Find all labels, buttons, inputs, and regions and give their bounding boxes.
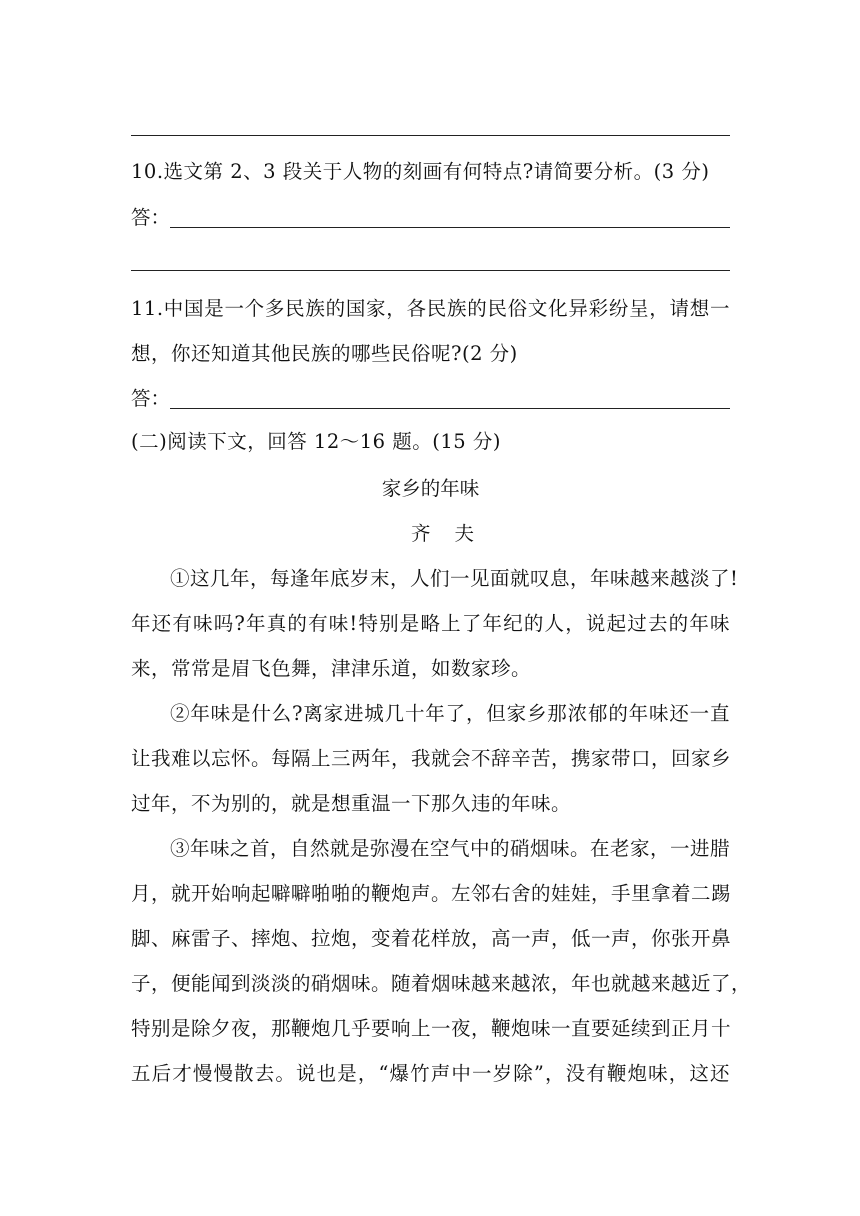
question-11-answer-blank[interactable] bbox=[170, 407, 730, 409]
paragraph-1-line-1: ①这几年，每逢年底岁末，人们一见面就叹息，年味越来越淡了! bbox=[170, 567, 739, 590]
question-11-answer-row bbox=[131, 385, 730, 413]
article-author: 齐夫 bbox=[410, 522, 498, 545]
paragraph-3-line-5: 特别是除夕夜，那鞭炮几乎要响上一夜，鞭炮味一直要延续到正月十 bbox=[131, 1017, 732, 1040]
paragraph-1-line-2: 年还有味吗?年真的有味!特别是略上了年纪的人，说起过去的年味 bbox=[131, 612, 730, 635]
top-divider bbox=[131, 135, 730, 136]
paragraph-3-line-6: 五后才慢慢散去。说也是，“爆竹声中一岁除”，没有鞭炮味，这还 bbox=[131, 1062, 730, 1085]
paragraph-3-line-4: 子，便能闻到淡淡的硝烟味。随着烟味越来越浓，年也就越来越近了， bbox=[131, 972, 752, 995]
paragraph-2-line-2: 让我难以忘怀。每隔上三两年，我就会不辞辛苦，携家带口，回家乡 bbox=[131, 747, 732, 770]
paragraph-3-line-3: 脚、麻雷子、摔炮、拉炮，变着花样放，高一声，低一声，你张开鼻 bbox=[131, 927, 732, 950]
question-10-answer-label: 答： bbox=[131, 206, 171, 229]
paragraph-3-line-2: 月，就开始响起噼噼啪啪的鞭炮声。左邻右舍的娃娃，手里拿着二踢 bbox=[131, 882, 732, 905]
paragraph-3-line-1: ③年味之首，自然就是弥漫在空气中的硝烟味。在老家，一进腊 bbox=[170, 837, 731, 860]
question-10-answer-blank[interactable] bbox=[170, 226, 730, 228]
question-11-text-line-1: 11.中国是一个多民族的国家，各民族的民俗文化异彩纷呈，请想一 bbox=[131, 297, 730, 320]
paragraph-2-line-1: ②年味是什么?离家进城几十年了，但家乡那浓郁的年味还一直 bbox=[170, 702, 730, 725]
question-11-answer-label: 答： bbox=[131, 387, 171, 410]
question-10-text: 10.选文第 2、3 段关于人物的刻画有何特点?请简要分析。(3 分) bbox=[131, 160, 710, 183]
article-title: 家乡的年味 bbox=[381, 477, 480, 500]
paragraph-1-line-3: 来，常常是眉飞色舞，津津乐道，如数家珍。 bbox=[131, 657, 532, 680]
question-10-answer-row bbox=[131, 204, 730, 232]
question-10-answer-line-2[interactable] bbox=[131, 270, 730, 271]
question-11-text-line-2: 想，你还知道其他民族的哪些民俗呢?(2 分) bbox=[131, 342, 518, 365]
section-heading: (二)阅读下文，回答 12～16 题。(15 分) bbox=[131, 430, 501, 453]
paragraph-2-line-3: 过年，不为别的，就是想重温一下那久违的年味。 bbox=[131, 792, 572, 815]
